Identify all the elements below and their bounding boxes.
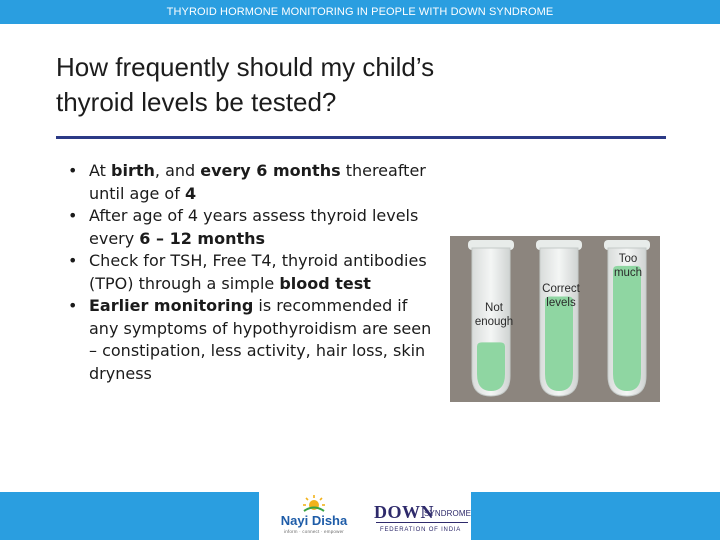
tube-label-line: levels [546, 297, 576, 309]
tube-liquid [613, 266, 641, 391]
tube-label-line: Too [618, 253, 638, 265]
logo-divider [376, 522, 468, 523]
bullet-text: thereafter until age of [89, 161, 426, 203]
bullet-item [62, 205, 434, 250]
banner-text: THYROID HORMONE MONITORING IN PEOPLE WITH DOWN SYNDROME [166, 6, 554, 18]
tube-label-too-much [606, 252, 650, 280]
bullet-emphasis: 6 – 12 months [139, 228, 266, 248]
bullet-emphasis: every 6 months [200, 161, 341, 180]
tube-label-correct-levels [532, 282, 590, 310]
bullet-list [62, 160, 434, 385]
bullet-emphasis: Earlier monitoring [89, 296, 254, 315]
nayi-disha-wordmark: Nayi Disha [280, 513, 348, 528]
tube-label-line: enough [474, 316, 514, 328]
tube-correct-levels [536, 240, 582, 396]
tube-label-line: Not [485, 302, 503, 314]
tube-label-not-enough [464, 301, 524, 329]
bullet-emphasis: 4 [184, 183, 197, 203]
title-line-1: How frequently should my child’s [56, 52, 435, 82]
slide-title [56, 50, 676, 120]
logo-federation-text: FEDERATION OF INDIA [380, 527, 462, 533]
logo-down-word: DOWN [374, 502, 434, 522]
bullet-item [62, 250, 434, 295]
bullet-text: After age of 4 years assess thyroid levels every [89, 206, 419, 248]
title-line-2: thyroid levels be tested? [56, 87, 337, 117]
bullet-text: , and [154, 161, 201, 180]
tube-liquid [545, 296, 573, 391]
bullet-item [62, 160, 434, 205]
header-banner [0, 0, 720, 24]
bullet-text: is recommended if any symptoms of hypothyroidism are seen – constipation, less activity, hair loss, skin dryness [89, 296, 432, 383]
nayi-disha-tagline: inform · connect · empower [284, 529, 344, 534]
tube-liquid [477, 342, 505, 391]
bullet-emphasis: blood test [279, 273, 371, 293]
bullet-emphasis: birth [111, 161, 155, 180]
logo-syndrome-word: SYNDROME [424, 509, 472, 518]
tube-label-line: Correct [542, 283, 580, 295]
tube-label-line: much [613, 267, 643, 279]
title-divider [56, 136, 666, 139]
bullet-text: At [89, 161, 112, 180]
bullet-item [62, 295, 434, 385]
bullet-text: Check for TSH, Free T4, thyroid antibodies (TPO) through a simple [89, 251, 427, 293]
